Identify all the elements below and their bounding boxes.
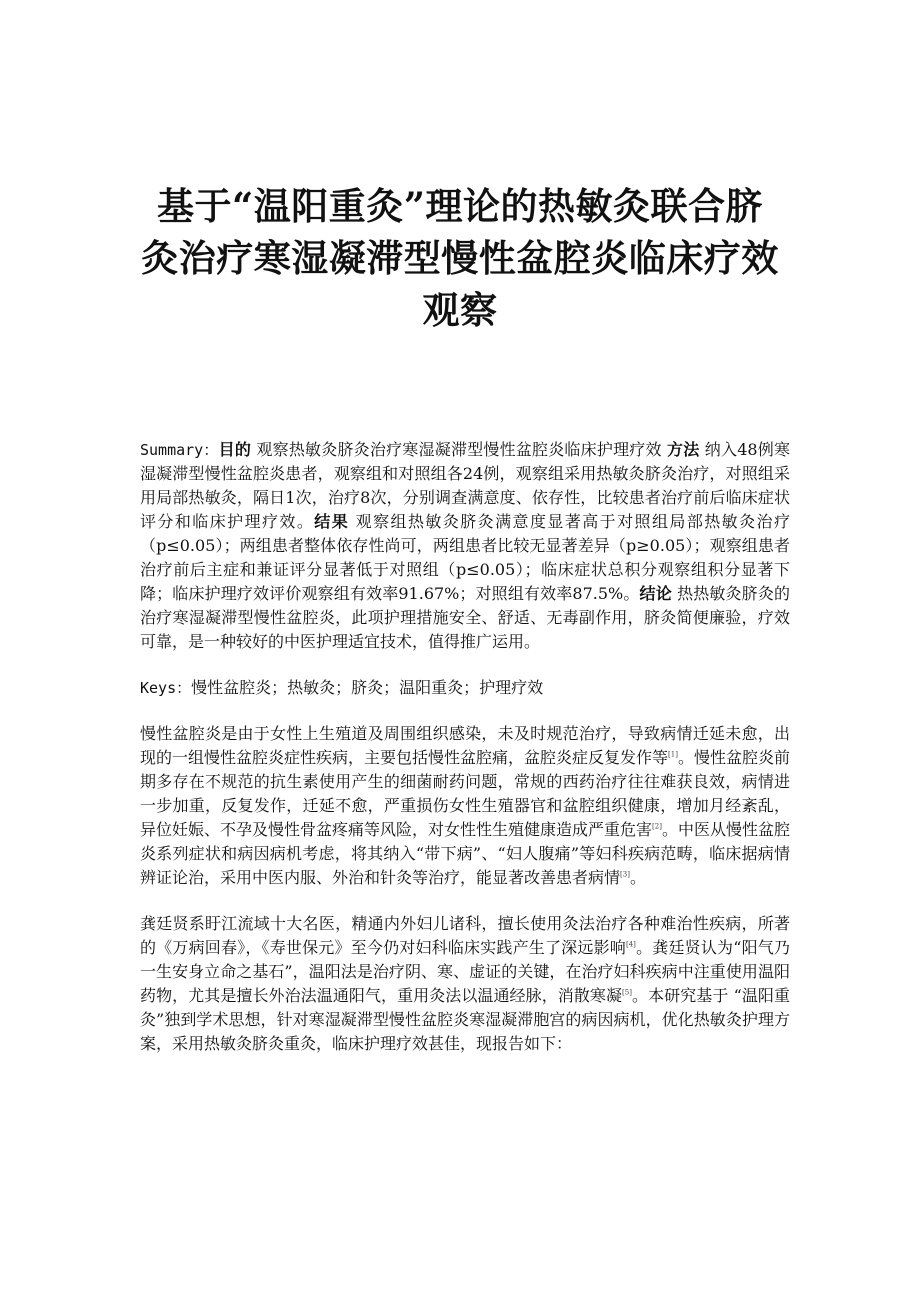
citation-5: [5] bbox=[622, 988, 632, 997]
results-text: 观察组热敏灸脐灸满意度显著高于对照组局部热敏灸治疗（p≤0.05）；两组患者整体依存性尚可，两组患者比较无显著差异（p≥0.05）；观察组患者治疗前后主症和兼证评分显著低于对照组（p≤0.05）；临床症状总积分观察组积分显著下降；临床护理疗效评价观察组有效率91.67%；对照组有效率87.5%。 bbox=[140, 512, 790, 603]
keys-paragraph bbox=[140, 676, 790, 700]
citation-4: [4] bbox=[625, 940, 636, 949]
intro-paragraph-2 bbox=[140, 912, 790, 1056]
citation-3: [3] bbox=[620, 870, 630, 879]
methods-label: 方法 bbox=[667, 440, 700, 459]
keys-text: 慢性盆腔炎；热敏灸；脐灸；温阳重灸；护理疗效 bbox=[191, 678, 544, 697]
para1-text-1: 慢性盆腔炎是由于女性上生殖道及周围组织感染，未及时规范治疗，导致病情迁延未愈，出现的一组慢性盆腔炎症性疾病，主要包括慢性盆腔痛，盆腔炎症反复发作等 bbox=[140, 724, 790, 767]
conclusion-label: 结论 bbox=[639, 584, 672, 603]
summary-label: Summary： bbox=[140, 441, 219, 459]
citation-1: [1] bbox=[668, 750, 678, 759]
keys-label: Keys： bbox=[140, 679, 192, 697]
para2-text-2: 。龚廷贤认为“阳气乃一生安身立命之基石”，温阳法是治疗阴、寒、虚证的关键，在治疗妇科疾病中注重使用温阳药物，尤其是擅长外治法温通阳气，重用灸法以温通经脉，消散寒凝 bbox=[140, 938, 790, 1005]
citation-2: [2] bbox=[652, 822, 662, 831]
objective-text: 观察热敏灸脐灸治疗寒湿凝滞型慢性盆腔炎临床护理疗效 bbox=[256, 440, 662, 459]
para2-text-1: 龚廷贤系盱江流域十大名医，精通内外妇儿诸科，擅长使用灸法治疗各种难治性疾病，所著的《万病回春》，《寿世保元》至今仍对妇科临床实践产生了深远影响 bbox=[140, 914, 790, 957]
conclusion-text: 热热敏灸脐灸的治疗寒湿凝滞型慢性盆腔炎，此项护理措施安全、舒适、无毒副作用，脐灸简便廉验，疗效可靠，是一种较好的中医护理适宜技术，值得推广运用。 bbox=[140, 584, 790, 651]
para1-text-2: 。慢性盆腔炎前期多存在不规范的抗生素使用产生的细菌耐药问题，常规的西药治疗往往难获良效，病情进一步加重，反复发作，迁延不愈，严重损伤女性生殖器官和盆腔组织健康，增加月经紊乱，异位妊娠、不孕及慢性骨盆疼痛等风险，对女性性生殖健康造成严重危害 bbox=[140, 748, 790, 839]
title-line-2: 灸治疗寒湿凝滞型慢性盆腔炎临床疗效 bbox=[141, 236, 779, 280]
intro-paragraph-1 bbox=[140, 722, 790, 890]
para1-text-4: 。 bbox=[629, 868, 646, 887]
paper-body bbox=[140, 438, 790, 1078]
title-line-1: 基于“温阳重灸”理论的热敏灸联合脐 bbox=[156, 184, 764, 228]
methods-text: 纳入48例寒湿凝滞型慢性盆腔炎患者，观察组和对照组各24例，观察组采用热敏灸脐灸治疗，对照组采用局部热敏灸，隔日1次，治疗8次，分别调查满意度、依存性，比较患者治疗前后临床症状评分和临床护理疗效。 bbox=[140, 440, 790, 531]
summary-paragraph bbox=[140, 438, 790, 654]
para1-text-3: 。中医从慢性盆腔炎系列症状和病因病机考虑，将其纳入“带下病”、“妇人腹痛”等妇科疾病范畴，临床据病情辨证论治，采用中医内服、外治和针灸等治疗，能显著改善患者病情 bbox=[140, 820, 790, 887]
title-line-3: 观察 bbox=[422, 288, 498, 332]
paper-title bbox=[120, 180, 800, 336]
para2-text-3: 。本研究基于 “温阳重灸”独到学术思想，针对寒湿凝滞型慢性盆腔炎寒湿凝滞胞宫的病因病机，优化热敏灸护理方案，采用热敏灸脐灸重灸，临床护理疗效甚佳，现报告如下： bbox=[140, 986, 790, 1053]
results-label: 结果 bbox=[314, 512, 350, 531]
objective-label: 目的 bbox=[218, 440, 252, 459]
